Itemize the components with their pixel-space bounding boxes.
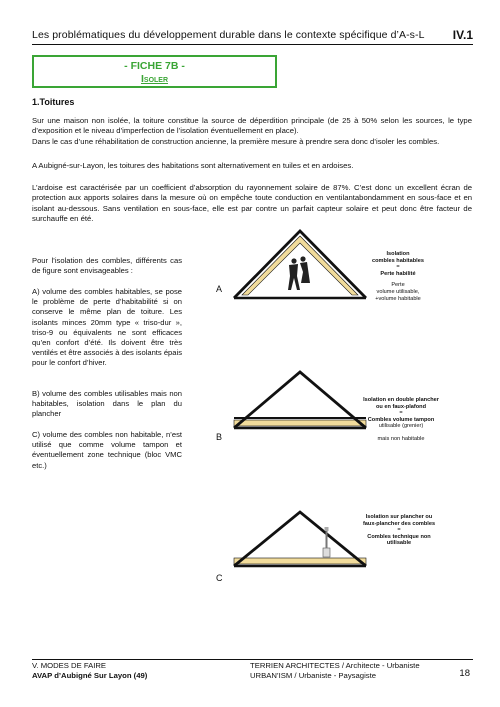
fiche-title: - FICHE 7B - [124,60,185,72]
paragraph-1: Sur une maison non isolée, la toiture constitue la source de déperdition principale (de 25 à 50% selon les sources, le type d’exposition et le niveau d’imperfection de l’isolation éventuellement en place). [32,116,472,136]
diagram-c-label: C [216,573,223,583]
diagram-c-caption: Isolation sur plancher ou faux-plancher des combles = Combles technique non utilisable [362,514,436,547]
section-heading: 1.Toitures [32,97,75,107]
paragraph-4: L’ardoise est caractérisée par un coefficient d’absorption du rayonnement solaire de 87%. C’est donc un excellent écran de protection aux apports solaires dans la mesure où on empêche toute conduction en ventilantabondamment en sous-face et en isolant au-dessous. Sans ventilation en sous-face, elle est par contre un parfait capteur solaire et peut donc être facteur de surchauffe en été. [32,183,472,224]
paragraph-2: Dans le cas d’une réhabilitation de construction ancienne, la première mesure à prendre sera donc d’isoler les combles. [32,137,440,146]
case-c-text: C) volume des combles non habitable, n’est utilisé que comme volume tampon et éventuellement zone technique (bloc VMC etc.) [32,430,182,470]
diagram-b-caption: Isolation en double plancher ou en faux-plafond = Combles volume tampon utilisable (grenier) mais non habitable [363,397,439,442]
diagram-c-insulation [234,558,366,564]
paragraph-3: A Aubigné-sur-Layon, les toitures des habitations sont alternativement en tuiles et en ardoises. [32,161,354,170]
diagram-a-caption: Isolation combles habitables = Perte habilité Perte volume utilisable, +volume habitable [372,251,424,302]
case-a-text: A) volume des combles habitables, se pose le problème de perte d’habitabilité si on conserve le même plan de toiture. Les isolants minces 20mm type « triso-dur », triso-9 ou équivalents ne sont efficaces qu’en confort d’été. Ils doivent être très ventilés et être associés à des isolants épais pour le confort d’hiver. [32,287,182,368]
footer-architect: TERRIEN ARCHITECTES / Architecte - Urbaniste [250,661,420,670]
diagram-b-label: B [216,432,223,442]
diagram-a-label: A [216,284,223,294]
footer-right [250,661,420,680]
section-number: IV.1 [452,28,473,42]
intro-text: Pour l’isolation des combles, différents cas de figure sont envisageables : [32,256,182,276]
page-number: 18 [459,668,470,679]
footer-section: V. MODES DE FAIRE [32,661,107,670]
header-title: Les problématiques du développement durable dans le contexte spécifique d’A-s-L [32,29,425,41]
footer-rule [32,659,473,660]
footer-project: AVAP d’Aubigné Sur Layon (49) [32,670,148,680]
fiche-subtitle: Isoler [140,73,169,85]
footer-urbanist: URBAN’ISM / Urbaniste - Paysagiste [250,670,377,680]
footer-left [32,661,147,680]
case-b-text: B) volume des combles utilisables mais non habitables, isolation dans le plan du plancher [32,389,182,419]
